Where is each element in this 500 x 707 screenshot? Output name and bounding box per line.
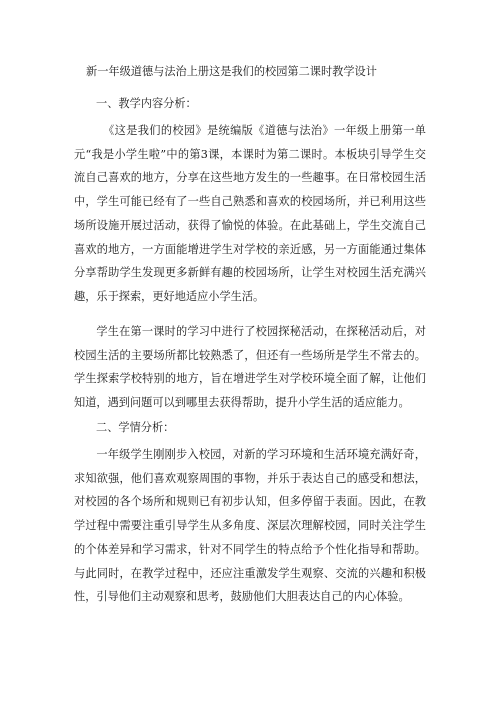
paragraph-content-analysis-2: 学生在第一课时的学习中进行了校园探秘活动，在探秘活动后，对校园生活的主要场所都比较熟悉了，但还有一些场所是学生不常去的。学生探索学校特别的地方，旨在增进学生对学校环境全面了解，让他们知道，遇到问题可以到哪里去获得帮助，提升小学生活的适应能力。 <box>74 325 426 410</box>
section-heading-learner-analysis: 二、学情分析： <box>96 421 175 434</box>
paragraph-content-analysis-1: 《这是我们的校园》是统编版《道德与法治》一年级上册第一单元“我是小学生啦”中的第3课，本课时为第二课时。本板块引导学生交流自己喜欢的地方，分享在这些地方发生的一些趣事。在日常校园生活中，学生可能已经有了一些自己熟悉和喜欢的校园场所，并已利用这些场所设施开展过活动，获得了愉悦的体验。在此基础上，学生交流自己喜欢的地方，一方面能增进学生对学校的亲近感，另一方面能通过集体分享帮助学生发现更多新鲜有趣的校园场所，让学生对校园生活充满兴趣，乐于探索，更好地适应小学生活。 <box>74 124 426 303</box>
paragraph-learner-analysis-1: 一年级学生刚刚步入校园，对新的学习环境和生活环境充满好奇，求知欲强，他们喜欢观察周围的事物，并乐于表达自己的感受和想法，对校园的各个场所和规则已有初步认知，但多停留于表面。因此，在教学过程中需要注重引导学生从多角度、深层次理解校园，同时关注学生的个体差异和学习需求，针对不同学生的特点给予个性化指导和帮助。与此同时，在教学过程中，还应注重激发学生观察、交流的兴趣和积极性，引导他们主动观察和思考，鼓励他们大胆表达自己的内心体验。 <box>74 448 426 604</box>
document-title: 新一年级道德与法治上册这是我们的校园第二课时教学设计 <box>86 65 377 78</box>
section-heading-content-analysis: 一、教学内容分析： <box>96 97 197 110</box>
